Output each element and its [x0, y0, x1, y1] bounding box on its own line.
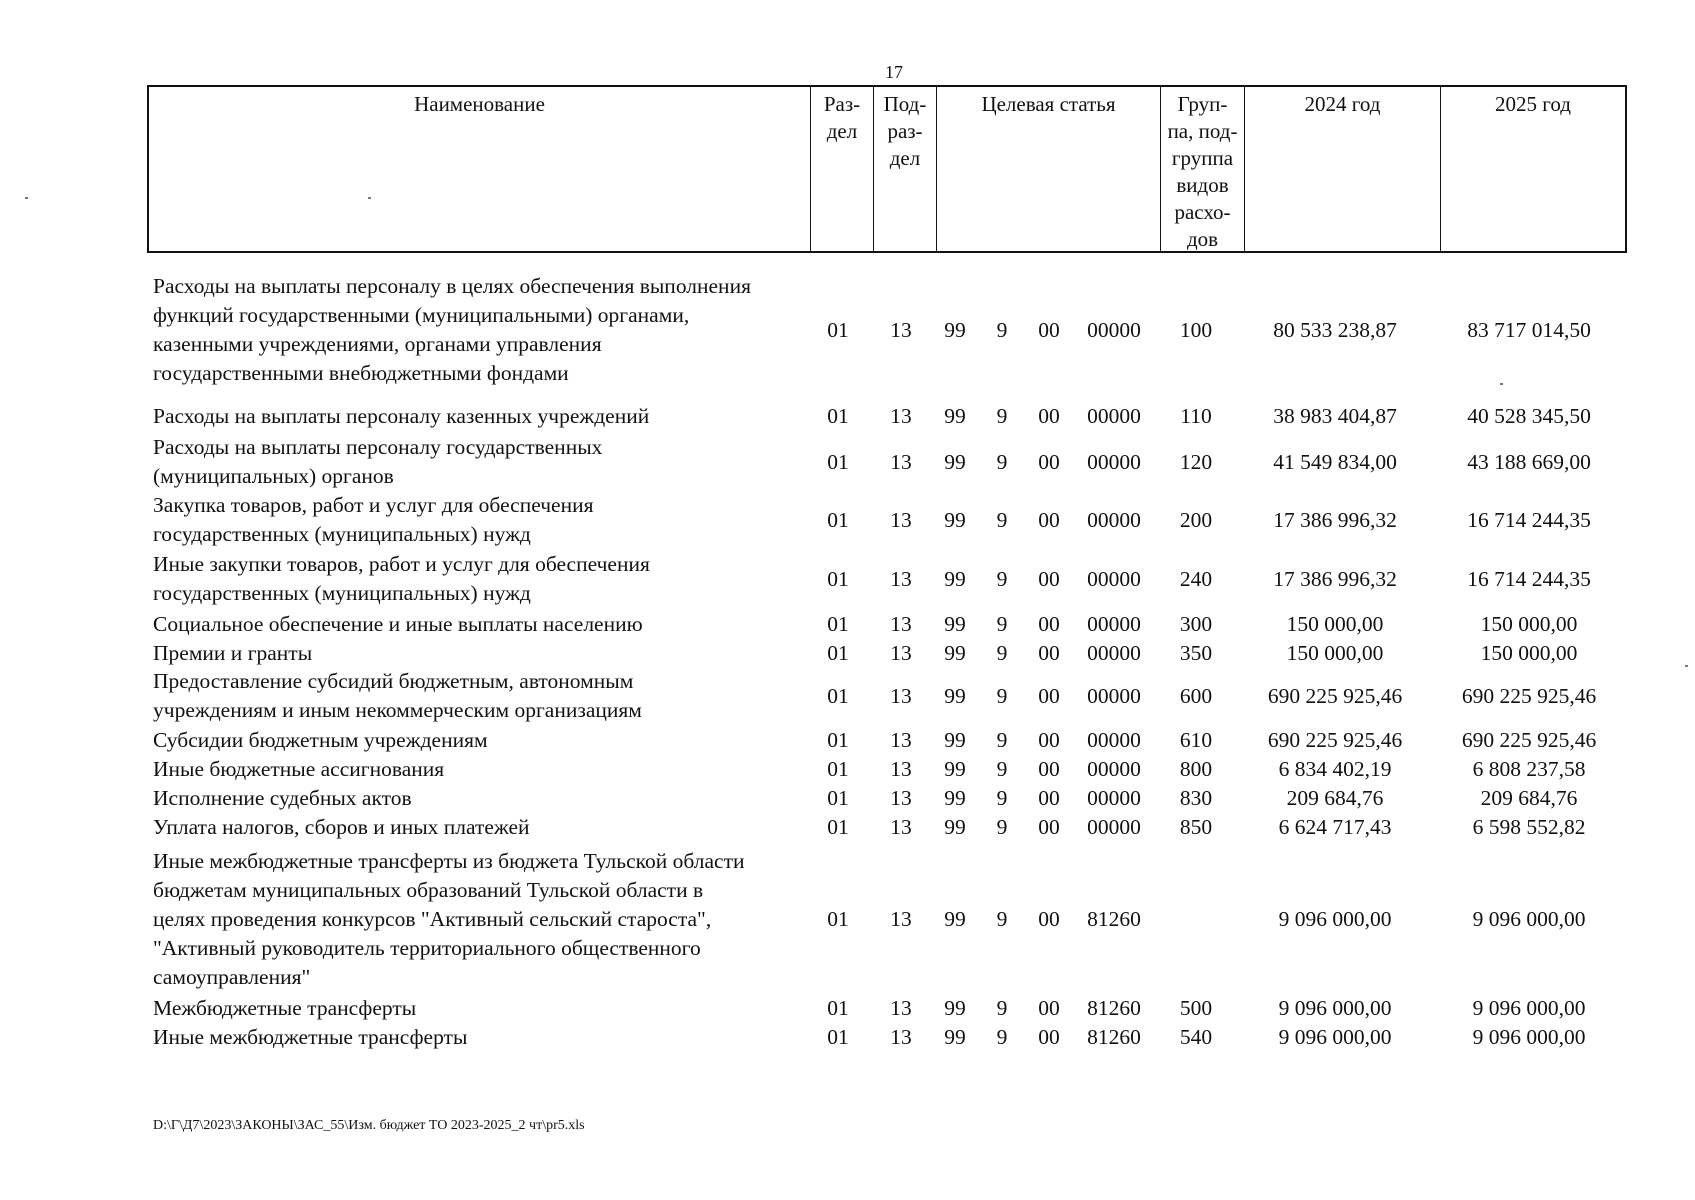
- scan-speck: [25, 197, 28, 199]
- amount-2024-cell: 38 983 404,87: [1273, 404, 1397, 428]
- razdel-cell: 01: [827, 815, 849, 839]
- target-direction-cell: 00: [1038, 318, 1060, 342]
- amount-2025-cell: 40 528 345,50: [1467, 404, 1591, 428]
- target-direction-cell: 00: [1038, 508, 1060, 532]
- target-program-cell: 99: [944, 404, 966, 428]
- target-direction-cell: 00: [1038, 728, 1060, 752]
- razdel-cell: 01: [827, 1025, 849, 1049]
- row-name: Иные закупки товаров, работ и услуг для обеспечения государственных (муниципальных) нужд: [153, 552, 650, 605]
- amount-2025-cell: 690 225 925,46: [1461, 728, 1597, 752]
- target-code-cell: 00000: [1087, 612, 1141, 636]
- razdel-cell: 01: [827, 728, 849, 752]
- target-program-cell: 99: [944, 757, 966, 781]
- amount-2024-cell: 17 386 996,32: [1273, 508, 1397, 532]
- podrazdel-cell: 13: [890, 815, 912, 839]
- row-name: Закупка товаров, работ и услуг для обеспечения государственных (муниципальных) нужд: [153, 493, 594, 546]
- amount-2024-cell: 17 386 996,32: [1273, 567, 1397, 591]
- table-header: [147, 85, 1627, 253]
- target-subprogram-cell: 9: [996, 728, 1008, 752]
- expense-group-cell: 540: [1179, 1025, 1213, 1049]
- target-program-cell: 99: [944, 508, 966, 532]
- podrazdel-cell: 13: [890, 996, 912, 1020]
- podrazdel-cell: 13: [890, 641, 912, 665]
- target-program-cell: 99: [944, 567, 966, 591]
- target-subprogram-cell: 9: [996, 641, 1008, 665]
- target-code-cell: 00000: [1087, 757, 1141, 781]
- target-subprogram-cell: 9: [996, 996, 1008, 1020]
- podrazdel-cell: 13: [890, 1025, 912, 1049]
- target-direction-cell: 00: [1038, 757, 1060, 781]
- razdel-cell: 01: [827, 450, 849, 474]
- row-name: Расходы на выплаты персоналу государственных (муниципальных) органов: [153, 435, 603, 488]
- target-program-cell: 99: [944, 641, 966, 665]
- amount-2025-cell: 43 188 669,00: [1467, 450, 1591, 474]
- table-row: [0, 639, 1695, 668]
- amount-2025-cell: 83 717 014,50: [1467, 318, 1591, 342]
- target-direction-cell: 00: [1038, 612, 1060, 636]
- header-name: Наименование: [149, 87, 811, 251]
- expense-group-cell: 350: [1179, 641, 1213, 665]
- target-program-cell: 99: [944, 907, 966, 931]
- amount-2024-cell: 9 096 000,00: [1278, 907, 1392, 931]
- table-row: [0, 667, 1695, 725]
- amount-2025-cell: 9 096 000,00: [1472, 996, 1586, 1020]
- amount-2025-cell: 9 096 000,00: [1472, 907, 1586, 931]
- target-code-cell: 00000: [1087, 786, 1141, 810]
- amount-2025-cell: 6 598 552,82: [1472, 815, 1586, 839]
- target-program-cell: 99: [944, 450, 966, 474]
- scan-speck: [368, 197, 371, 199]
- header-podrazdel: Под- раз- дел: [874, 87, 937, 251]
- amount-2025-cell: 209 684,76: [1480, 786, 1578, 810]
- target-subprogram-cell: 9: [996, 567, 1008, 591]
- table-row: [0, 550, 1695, 608]
- expense-group-cell: 800: [1179, 757, 1213, 781]
- target-subprogram-cell: 9: [996, 684, 1008, 708]
- amount-2025-cell: 6 808 237,58: [1472, 757, 1586, 781]
- target-direction-cell: 00: [1038, 907, 1060, 931]
- target-code-cell: 00000: [1087, 641, 1141, 665]
- amount-2025-cell: 16 714 244,35: [1467, 567, 1591, 591]
- target-direction-cell: 00: [1038, 815, 1060, 839]
- razdel-cell: 01: [827, 404, 849, 428]
- podrazdel-cell: 13: [890, 508, 912, 532]
- target-subprogram-cell: 9: [996, 815, 1008, 839]
- scan-speck: [1500, 383, 1503, 385]
- target-program-cell: 99: [944, 815, 966, 839]
- razdel-cell: 01: [827, 567, 849, 591]
- amount-2024-cell: 9 096 000,00: [1278, 996, 1392, 1020]
- header-target-article: Целевая статья: [937, 87, 1161, 251]
- file-path-footer: D:\Г\Д7\2023\ЗАКОНЫ\ЗАС_55\Изм. бюджет ТО 2023-2025_2 чт\pr5.xls: [153, 1118, 585, 1133]
- target-direction-cell: 00: [1038, 684, 1060, 708]
- target-subprogram-cell: 9: [996, 907, 1008, 931]
- target-direction-cell: 00: [1038, 1025, 1060, 1049]
- table-row: [0, 402, 1695, 431]
- table-row: [0, 784, 1695, 813]
- table-row: [0, 994, 1695, 1023]
- row-name: Предоставление субсидий бюджетным, автономным учреждениям и иным некоммерческим организациям: [153, 669, 642, 722]
- razdel-cell: 01: [827, 907, 849, 931]
- target-subprogram-cell: 9: [996, 450, 1008, 474]
- row-name: Социальное обеспечение и иные выплаты населению: [153, 612, 643, 636]
- expense-group-cell: 110: [1180, 404, 1212, 428]
- row-name: Иные межбюджетные трансферты из бюджета Тульской области бюджетам муниципальных образований Тульской области в целях проведения конкурсов "Активный сельский староста", "Активный руководитель территориального общественного самоуправления": [153, 849, 745, 989]
- target-subprogram-cell: 9: [996, 1025, 1008, 1049]
- row-name: Межбюджетные трансферты: [153, 996, 417, 1020]
- target-direction-cell: 00: [1038, 404, 1060, 428]
- expense-group-cell: 830: [1179, 786, 1213, 810]
- amount-2024-cell: 150 000,00: [1286, 641, 1384, 665]
- amount-2025-cell: 150 000,00: [1480, 641, 1578, 665]
- target-subprogram-cell: 9: [996, 508, 1008, 532]
- target-subprogram-cell: 9: [996, 318, 1008, 342]
- header-razdel: Раз- дел: [811, 87, 874, 251]
- table-row: [0, 610, 1695, 639]
- razdel-cell: 01: [827, 757, 849, 781]
- target-subprogram-cell: 9: [996, 757, 1008, 781]
- row-name: Иные межбюджетные трансферты: [153, 1025, 468, 1049]
- podrazdel-cell: 13: [890, 612, 912, 636]
- row-name: Расходы на выплаты персоналу в целях обеспечения выполнения функций государственными (муниципальными) органами, казенными учреждениями, органами управления государственными внебюджетными фондами: [153, 274, 751, 385]
- expense-group-cell: 200: [1179, 508, 1213, 532]
- row-name: Премии и гранты: [153, 641, 313, 665]
- row-name: Уплата налогов, сборов и иных платежей: [153, 815, 530, 839]
- expense-group-cell: 600: [1179, 684, 1213, 708]
- scan-speck: [1685, 665, 1688, 667]
- podrazdel-cell: 13: [890, 728, 912, 752]
- expense-group-cell: 100: [1179, 318, 1213, 342]
- target-code-cell: 00000: [1087, 684, 1141, 708]
- target-program-cell: 99: [944, 728, 966, 752]
- amount-2024-cell: 41 549 834,00: [1273, 450, 1397, 474]
- table-row: [0, 726, 1695, 755]
- expense-group-cell: 300: [1179, 612, 1213, 636]
- target-program-cell: 99: [944, 684, 966, 708]
- podrazdel-cell: 13: [890, 567, 912, 591]
- header-2025: 2025 год: [1495, 92, 1571, 116]
- target-code-cell: 00000: [1087, 815, 1141, 839]
- target-code-cell: 00000: [1087, 450, 1141, 474]
- amount-2024-cell: 80 533 238,87: [1273, 318, 1397, 342]
- target-program-cell: 99: [944, 612, 966, 636]
- table-row: [0, 847, 1695, 992]
- target-direction-cell: 00: [1038, 450, 1060, 474]
- razdel-cell: 01: [827, 612, 849, 636]
- expense-group-cell: 610: [1179, 728, 1213, 752]
- target-direction-cell: 00: [1038, 641, 1060, 665]
- header-expense-group: Груп- па, под- группа видов расхо- дов: [1161, 87, 1245, 251]
- row-name: Исполнение судебных актов: [153, 786, 412, 810]
- podrazdel-cell: 13: [890, 786, 912, 810]
- razdel-cell: 01: [827, 996, 849, 1020]
- table-row: [0, 755, 1695, 784]
- expense-group-cell: 240: [1179, 567, 1213, 591]
- target-program-cell: 99: [944, 1025, 966, 1049]
- row-name: Иные бюджетные ассигнования: [153, 757, 445, 781]
- amount-2024-cell: 9 096 000,00: [1278, 1025, 1392, 1049]
- row-name: Расходы на выплаты персоналу казенных учреждений: [153, 404, 650, 428]
- razdel-cell: 01: [827, 684, 849, 708]
- amount-2025-cell: 150 000,00: [1480, 612, 1578, 636]
- row-name: Субсидии бюджетным учреждениям: [153, 728, 488, 752]
- page-number: 17: [885, 62, 903, 82]
- razdel-cell: 01: [827, 786, 849, 810]
- target-code-cell: 81260: [1087, 996, 1141, 1020]
- razdel-cell: 01: [827, 508, 849, 532]
- razdel-cell: 01: [827, 318, 849, 342]
- podrazdel-cell: 13: [890, 684, 912, 708]
- amount-2024-cell: 209 684,76: [1286, 786, 1384, 810]
- target-direction-cell: 00: [1038, 786, 1060, 810]
- podrazdel-cell: 13: [890, 907, 912, 931]
- razdel-cell: 01: [827, 641, 849, 665]
- amount-2024-cell: 150 000,00: [1286, 612, 1384, 636]
- podrazdel-cell: 13: [890, 450, 912, 474]
- expense-group-cell: 120: [1179, 450, 1213, 474]
- expense-group-cell: 500: [1179, 996, 1213, 1020]
- amount-2025-cell: 16 714 244,35: [1467, 508, 1591, 532]
- amount-2024-cell: 690 225 925,46: [1267, 728, 1403, 752]
- target-code-cell: 00000: [1087, 728, 1141, 752]
- amount-2025-cell: 690 225 925,46: [1461, 684, 1597, 708]
- target-program-cell: 99: [944, 996, 966, 1020]
- amount-2024-cell: 6 834 402,19: [1278, 757, 1392, 781]
- target-direction-cell: 00: [1038, 996, 1060, 1020]
- target-code-cell: 00000: [1087, 567, 1141, 591]
- target-code-cell: 81260: [1087, 1025, 1141, 1049]
- target-code-cell: 81260: [1087, 907, 1141, 931]
- podrazdel-cell: 13: [890, 757, 912, 781]
- amount-2024-cell: 6 624 717,43: [1278, 815, 1392, 839]
- target-direction-cell: 00: [1038, 567, 1060, 591]
- target-subprogram-cell: 9: [996, 612, 1008, 636]
- podrazdel-cell: 13: [890, 404, 912, 428]
- target-code-cell: 00000: [1087, 404, 1141, 428]
- target-subprogram-cell: 9: [996, 404, 1008, 428]
- table-row: [0, 1023, 1695, 1052]
- table-row: [0, 491, 1695, 549]
- amount-2024-cell: 690 225 925,46: [1267, 684, 1403, 708]
- header-2024: 2024 год: [1245, 87, 1441, 251]
- target-code-cell: 00000: [1087, 508, 1141, 532]
- target-program-cell: 99: [944, 786, 966, 810]
- target-code-cell: 00000: [1087, 318, 1141, 342]
- amount-2025-cell: 9 096 000,00: [1472, 1025, 1586, 1049]
- table-row: [0, 813, 1695, 842]
- expense-group-cell: 850: [1179, 815, 1213, 839]
- podrazdel-cell: 13: [890, 318, 912, 342]
- target-program-cell: 99: [944, 318, 966, 342]
- target-subprogram-cell: 9: [996, 786, 1008, 810]
- table-row: [0, 433, 1695, 491]
- table-row: [0, 272, 1695, 388]
